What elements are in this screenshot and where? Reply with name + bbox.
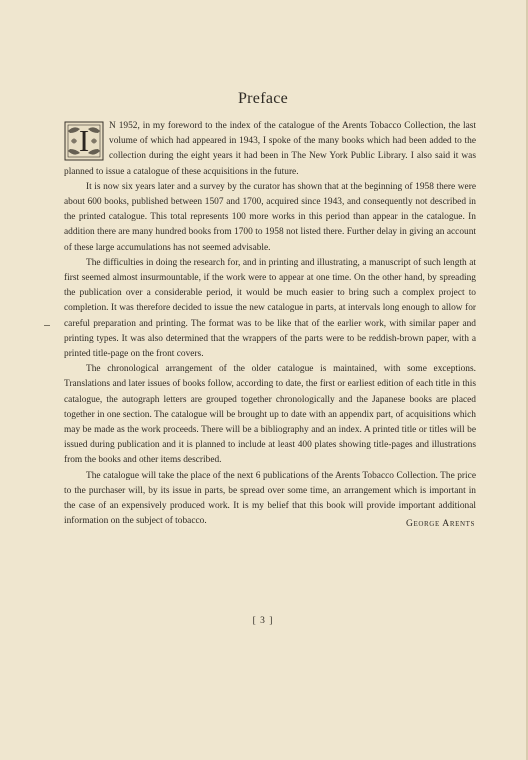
drop-cap-letter: I [78,123,90,158]
page-title: Preface [237,90,289,107]
page-number: [ 3 ] [252,616,274,626]
paragraph-1 [64,119,476,180]
paragraph-5: The catalogue will take the place of the next 6 publications of the Arents Tobacco Collection. The price to the purchaser will, by its issue in parts, be spread over some time, an arrangement which is important in the case of an expensively produced work. It is my belief that this book will provide important additional information on the subject of tobacco. [64,470,476,527]
signature: George Arents [405,518,475,530]
paragraph-4: The chronological arrangement of the older catalogue is maintained, with some exceptions. Translations and later issues of books follow, according to date, the first or earliest edition of each title in this catalogue, the autograph letters are grouped together chronologically and the Japanese books are placed together in one section. The catalogue will be brought up to date with an appendix part, of acquisitions which may be made as the work proceeds. There will be a bibliography and an index. A printed title or titles will be issued during publication and it is planned to include at least 400 plates showing title-pages and illustrations from the books and other items described. [64,364,476,466]
paragraph-2: It is now six years later and a survey by the curator has shown that at the beginning of 1958 there were about 600 books, published between 1507 and 1700, acquired since 1943, and consequently not described in the printed catalogue. This total represents 100 more works in this period than appear in the catalogue. In addition there are many hundred books from 1700 to 1958 not listed there. Further delay in giving an account of these large accumulations has not seemed advisable. [64,181,476,253]
preface-body [64,119,476,532]
paragraph-1-text: 1952, in my foreword to the index of the catalogue of the Arents Tobacco Collection, the last volume of which had appeared in 1943, I spoke of the many books which had been added to the collection during the eight years it had been in The New York Public Library. I also said it was planned to issue a catalogue of these acquisitions in the future. [64,121,476,177]
opening-word-rest: N [109,121,116,131]
margin-mark [44,325,50,326]
paragraph-3: The difficulties in doing the research for, and in printing and illustrating, a manuscript of such length at first seemed almost insurmountable, if the work were to appear at one time. On the other hand, by spreading the publication over a considerable period, it would be much easier to bring such a complex project to completion. It was therefore decided to issue the new catalogue in parts, at intervals long enough to allow for careful preparation and printing. The format was to be like that of the earlier work, with similar paper and printing types. It was also determined that the wrappers of the parts were to be reddish-brown paper, with a printed title-page on the front covers. [64,257,476,360]
ornamental-drop-cap [64,121,104,161]
